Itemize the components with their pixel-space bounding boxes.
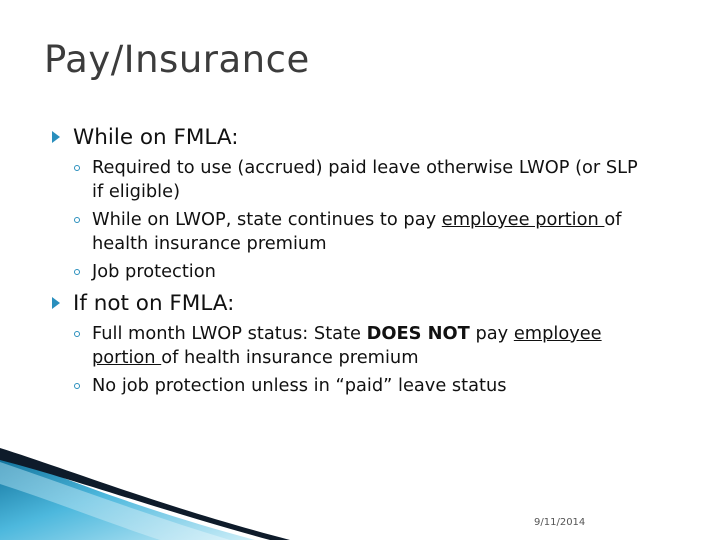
underlined-text: employee portion (441, 209, 605, 230)
sub-bullet (74, 322, 652, 370)
hollow-circle-icon (74, 217, 80, 223)
triangle-right-icon (52, 131, 60, 143)
sub-bullet (74, 260, 652, 284)
sub-bullet-text: pay (469, 323, 514, 344)
sub-bullet (74, 156, 652, 204)
decorative-swoosh (0, 440, 300, 540)
sub-bullet-text: Required to use (accrued) paid leave otherwise LWOP (or SLP if eligible) (92, 157, 638, 202)
sub-bullet (74, 374, 652, 398)
sub-bullet-text: Job protection (92, 261, 216, 282)
sub-bullet-text: of health insurance premium (161, 347, 419, 368)
sub-bullet (74, 208, 652, 256)
hollow-circle-icon (74, 269, 80, 275)
bullet-if-not-on-fmla (52, 289, 652, 318)
hollow-circle-icon (74, 165, 80, 171)
bullet-while-on-fmla (52, 123, 652, 152)
sub-bullet-text: While on LWOP, state continues to pay (92, 209, 442, 230)
underlined-text: employee portion (92, 323, 602, 368)
sub-bullet-text: Full month LWOP status: State (92, 323, 367, 344)
bullet-heading: If not on FMLA: (73, 291, 235, 316)
hollow-circle-icon (74, 383, 80, 389)
bullet-heading: While on FMLA: (73, 125, 239, 150)
sub-bullet-text: of health insurance premium (92, 209, 622, 254)
sub-bullet-text: No job protection unless in “paid” leave status (92, 375, 507, 396)
triangle-right-icon (52, 297, 60, 309)
slide-title: Pay/Insurance (44, 38, 310, 81)
slide-date: 9/11/2014 (534, 517, 586, 528)
hollow-circle-icon (74, 331, 80, 337)
bold-text: DOES NOT (366, 323, 470, 344)
slide-body (52, 118, 652, 398)
